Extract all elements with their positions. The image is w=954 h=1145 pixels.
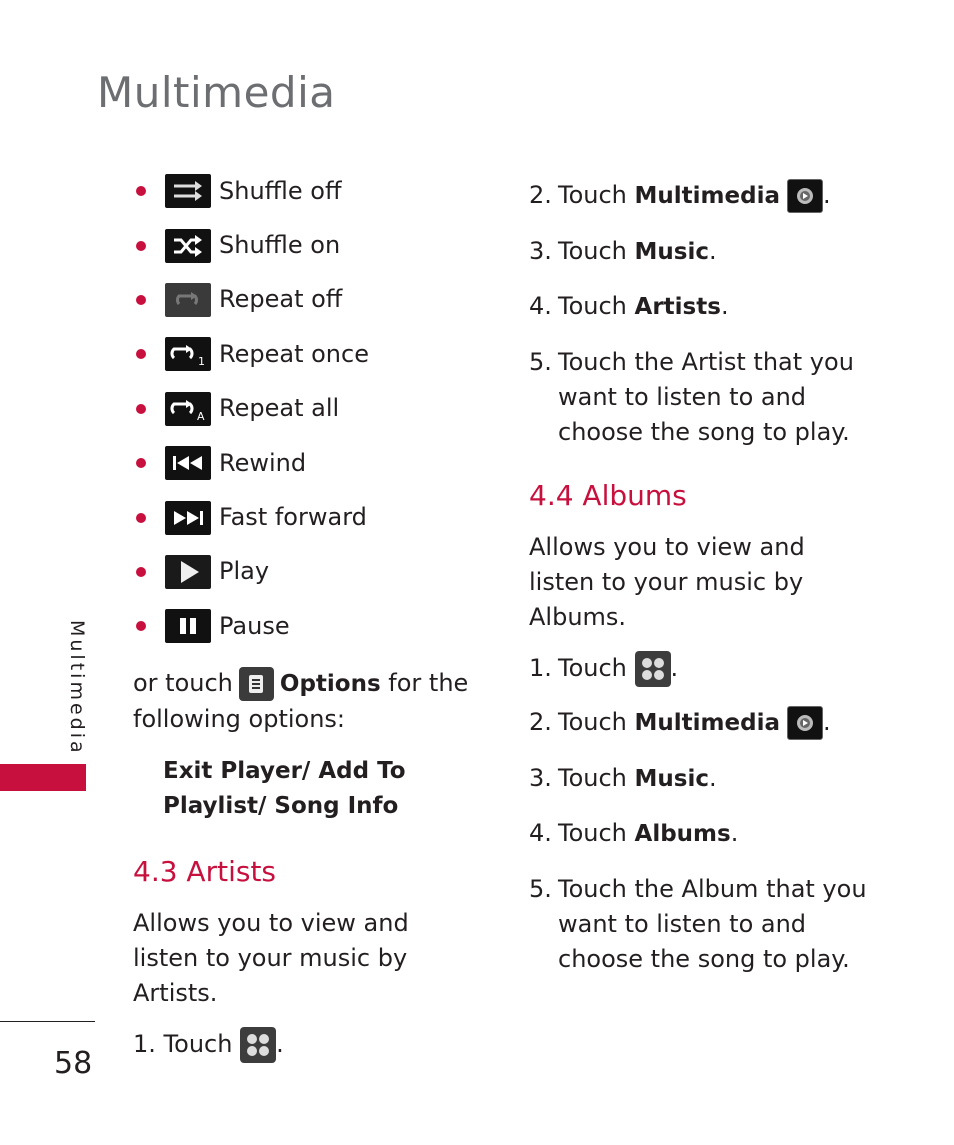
list-item (133, 273, 478, 327)
control-label: Play (219, 557, 270, 586)
step-number: 4. (529, 819, 552, 847)
list-item (133, 164, 478, 218)
list-item (133, 599, 478, 653)
control-label: Shuffle off (219, 176, 342, 205)
menu-grid-icon (240, 1027, 276, 1063)
step-number: 3. (529, 764, 552, 792)
step-end: . (709, 237, 717, 265)
step-number: 1. (529, 654, 552, 682)
multimedia-icon (787, 179, 823, 213)
step-number: 4. (529, 292, 552, 320)
options-suffix: for the following options: (133, 668, 469, 733)
options-keyword: Options (279, 670, 381, 697)
page-number: 58 (54, 1046, 93, 1081)
svg-text:1: 1 (198, 355, 205, 368)
footer-divider (0, 1021, 95, 1022)
step-keyword: Music (634, 766, 710, 792)
step-end: . (720, 292, 729, 320)
bullet-icon (136, 567, 146, 577)
list-item (133, 218, 478, 272)
step-keyword: Albums (634, 821, 731, 847)
options-paragraph (133, 666, 478, 737)
step-number: 5. (529, 875, 552, 903)
albums-intro: Allows you to view and listen to your music by Albums. (529, 533, 805, 631)
section-heading-albums: 4.4 Albums (529, 479, 687, 512)
left-column (133, 164, 478, 1063)
step-number: 2. (529, 181, 552, 209)
step-number: 5. (529, 348, 552, 376)
step-keyword: Multimedia (634, 183, 780, 209)
artists-step-5 (529, 345, 874, 450)
menu-grid-icon (635, 651, 671, 687)
step-text: Touch (163, 1029, 233, 1058)
side-section-label: Multimedia (66, 620, 88, 756)
svg-text:A: A (197, 409, 205, 422)
step-text: Touch (558, 708, 627, 736)
artists-step-4 (529, 289, 874, 325)
albums-step-5 (529, 872, 874, 977)
control-label: Fast forward (219, 503, 367, 532)
step-text: Touch (558, 237, 627, 265)
step-text: Touch (558, 764, 627, 792)
albums-step-1 (529, 651, 874, 687)
bullet-icon (136, 349, 146, 359)
artists-step-1 (133, 1027, 478, 1063)
shuffle-off-icon (165, 174, 211, 208)
bullet-icon (136, 295, 146, 305)
step-text: Touch (558, 292, 627, 320)
step-end: . (823, 708, 831, 736)
step-text: Touch (558, 181, 627, 209)
artists-step-2 (529, 178, 874, 214)
step-keyword: Multimedia (634, 710, 780, 736)
bullet-icon (136, 404, 146, 414)
rewind-icon (165, 446, 211, 480)
page-title: Multimedia (97, 68, 336, 117)
step-number: 1. (133, 1029, 156, 1058)
step-end: . (730, 819, 739, 847)
control-label: Rewind (219, 448, 307, 477)
step-text: Touch the Album that you want to listen to and choose the song to play. (558, 875, 867, 973)
control-label: Repeat all (219, 394, 340, 423)
play-icon (165, 555, 211, 589)
step-keyword: Music (634, 239, 710, 265)
section-heading-artists: 4.3 Artists (133, 854, 277, 888)
albums-step-3 (529, 761, 874, 797)
list-item (133, 490, 478, 544)
options-menu-icon (239, 667, 274, 701)
list-item (133, 382, 478, 436)
section-tab-marker (0, 764, 86, 791)
options-prefix: or touch (133, 668, 233, 697)
bullet-icon (136, 513, 146, 523)
artists-step-3 (529, 234, 874, 270)
step-end: . (276, 1029, 284, 1058)
albums-step-2 (529, 705, 874, 741)
bullet-icon (136, 186, 146, 196)
repeat-all-icon (165, 392, 211, 426)
options-list: Exit Player/ Add To Playlist/ Song Info (163, 757, 406, 819)
step-end: . (823, 181, 831, 209)
step-number: 3. (529, 237, 552, 265)
step-text: Touch the Artist that you want to listen to and choose the song to play. (558, 348, 854, 446)
repeat-off-icon (165, 283, 211, 317)
bullet-icon (136, 458, 146, 468)
bullet-icon (136, 621, 146, 631)
bullet-icon (136, 241, 146, 251)
multimedia-icon (787, 706, 823, 740)
albums-step-4 (529, 816, 874, 852)
step-number: 2. (529, 708, 552, 736)
right-column (529, 178, 874, 977)
step-text: Touch (558, 654, 627, 682)
control-label: Shuffle on (219, 231, 341, 260)
pause-icon (165, 609, 211, 643)
control-label: Pause (219, 611, 290, 640)
list-item (133, 436, 478, 490)
shuffle-on-icon (165, 229, 211, 263)
step-end: . (670, 654, 679, 682)
fast-forward-icon (165, 501, 211, 535)
step-text: Touch (558, 819, 627, 847)
artists-intro: Allows you to view and listen to your music by Artists. (133, 908, 409, 1007)
step-keyword: Artists (634, 294, 721, 320)
control-label: Repeat once (219, 339, 369, 368)
control-label: Repeat off (219, 285, 343, 314)
list-item (133, 545, 478, 599)
repeat-once-icon (165, 337, 211, 371)
list-item (133, 327, 478, 381)
step-end: . (709, 764, 717, 792)
